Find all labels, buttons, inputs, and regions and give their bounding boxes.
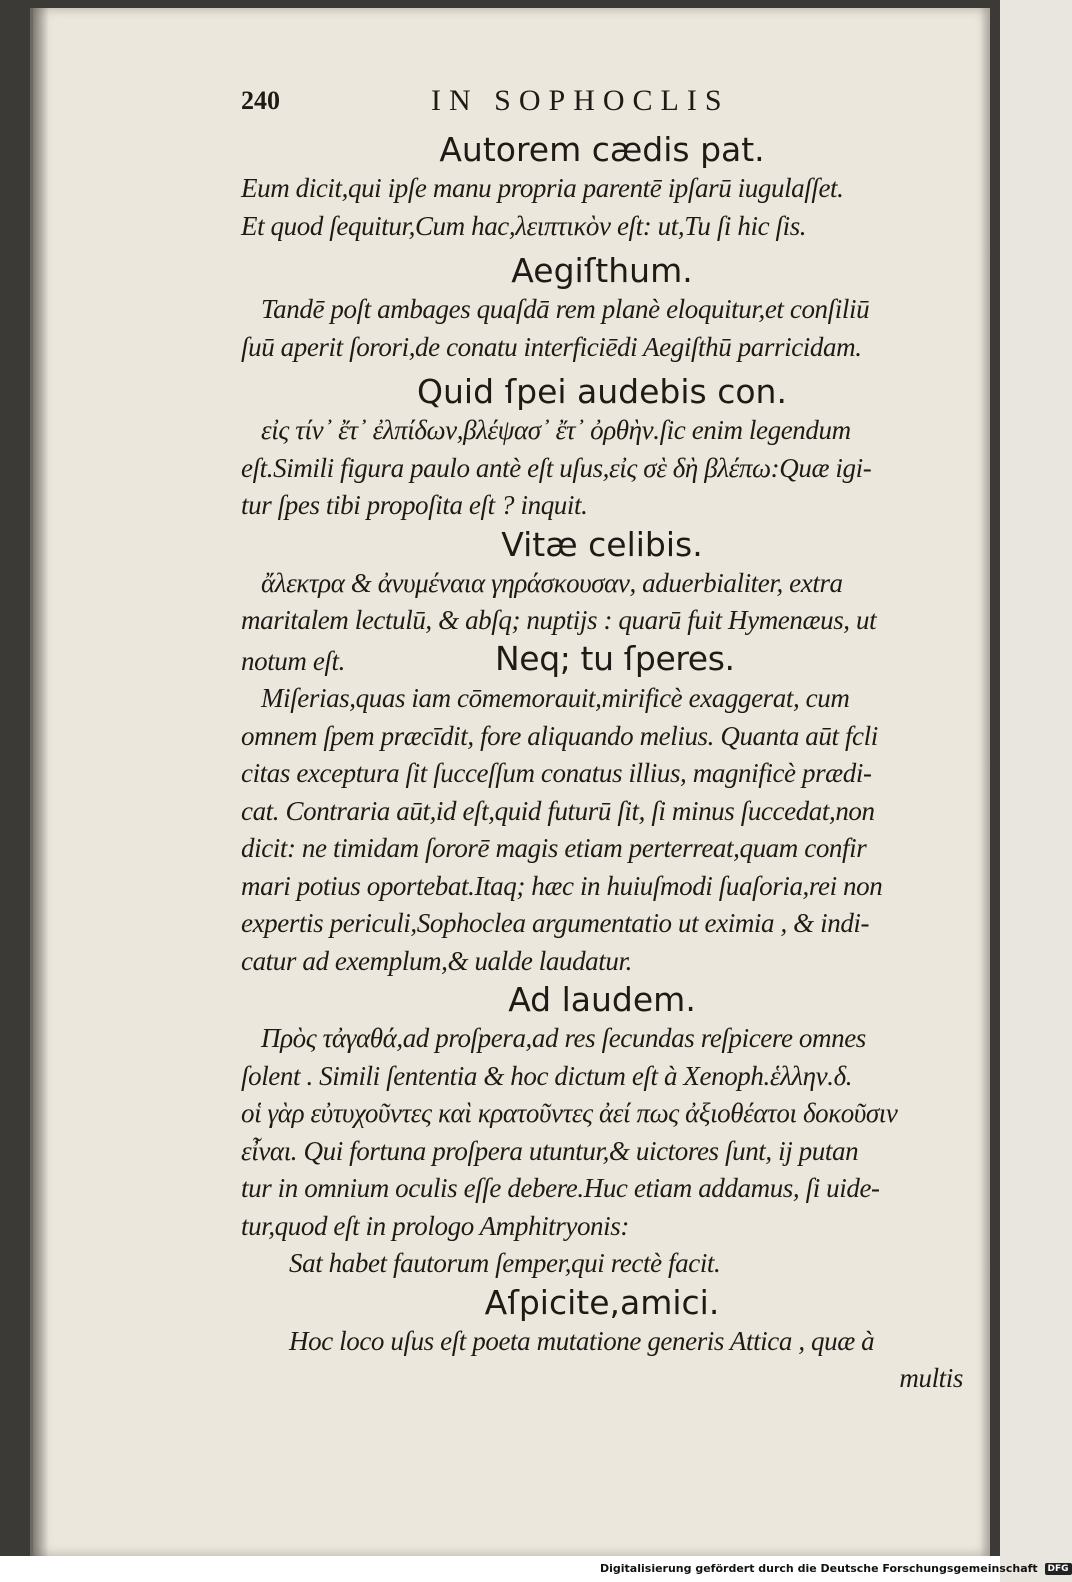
text-line: Πρὸς τἀγαθά,ad proſpera,ad res ſecundas reſpicere omnes [261, 1023, 866, 1053]
text-line-end: notum eſt. [241, 645, 345, 676]
commentary-paragraph [241, 170, 963, 245]
section-heading: Autorem cædis pat. [439, 130, 765, 169]
text-line: tur,quod eſt in prologo Amphitryonis: [241, 1210, 629, 1241]
text-line [241, 640, 963, 681]
commentary-paragraph [241, 680, 963, 980]
commentary-paragraph [241, 1323, 963, 1398]
page-content [241, 78, 963, 1398]
text-line: ſolent . Simili ſententia & hoc dictum eſt à Xenoph.ἑλλην.δ. [241, 1060, 853, 1091]
page-edge [980, 8, 990, 1556]
text-line: οἱ γὰρ εὐτυχοῦντες καὶ κρατοῦντες ἀεί πως ἀξιοθέατοι δοκοῦσιν [241, 1098, 898, 1128]
text-line: dicit: ne timidam ſororē magis etiam perterreat,quam confir [241, 833, 867, 863]
dfg-logo-icon: DFG [1045, 1563, 1072, 1575]
catchword: multis [899, 1363, 963, 1393]
page-number: 240 [241, 86, 280, 115]
commentary-paragraph [241, 1020, 963, 1283]
text-line: tur in omnium oculis eſſe debere.Huc etiam addamus, ſi uide- [241, 1173, 880, 1203]
commentary-paragraph [241, 565, 963, 681]
text-line: expertis periculi,Sophoclea argumentatio ut eximia , & indi- [241, 908, 870, 938]
text-line: mari potius oportebat.Itaq; hæc in huiuſmodi ſuaſoria,rei non [241, 870, 883, 901]
digitization-credit [600, 1562, 1072, 1575]
text-line: ſuū aperit ſorori,de conatu interficiēdi Aegiſthū parricidam. [241, 331, 862, 362]
commentary-paragraph [241, 291, 963, 366]
text-line: omnem ſpem præcīdit, fore aliquando melius. Quanta aūt fcli [241, 720, 878, 751]
section-heading: Aſpicite,amici. [484, 1282, 720, 1322]
book-page [30, 8, 990, 1556]
text-line: Et quod ſequitur,Cum hac,λειπτικὸν eſt: ut,Tu ſi hic ſis. [241, 210, 807, 241]
section-heading: Aegiſthum. [511, 251, 693, 290]
text-line: cat. Contraria aūt,id eſt,quid futurū ſit, ſi minus ſuccedat,non [241, 795, 875, 826]
commentary-paragraph [241, 412, 963, 525]
credit-text: Digitalisierung gefördert durch die Deutsche Forschungsgemeinschaft [600, 1562, 1038, 1575]
text-line: εἰς τίν᾽ ἔτ᾽ ἐλπίδων,βλέψασ᾽ ἔτ᾽ ὀρθὴν.ſic enim legendum [261, 415, 851, 445]
gutter-shadow [33, 8, 49, 1556]
text-line: Hoc loco uſus eſt poeta mutatione generis Attica , quæ à [289, 1325, 875, 1356]
running-head [241, 78, 963, 130]
running-title: IN SOPHOCLIS [431, 84, 730, 117]
verse-quotation: Sat habet fautorum ſemper,qui rectè facit. [289, 1248, 721, 1278]
text-line: maritalem lectulū, & abſq; nuptijs : quarū fuit Hymenæus, ut [241, 605, 877, 635]
text-line: ἄλεκτρα & ἀνυμέναια γηράσκουσαν, aduerbialiter, extra [261, 567, 843, 598]
section-heading: Quid ſpei audebis con. [417, 372, 787, 411]
section-heading: Ad laudem. [508, 980, 696, 1019]
text-line: citas exceptura ſit ſucceſſum conatus illius, magnificè prædi- [241, 758, 872, 788]
text-line: Miſerias,quas iam cōmemorauit,mirificè exaggerat, cum [261, 683, 850, 713]
text-line: Eum dicit,qui ipſe manu propria parentē ipſarū iugulaſſet. [241, 173, 844, 203]
text-line: εἶναι. Qui fortuna proſpera utuntur,& uictores ſunt, ij putan [241, 1135, 859, 1166]
text-line: catur ad exemplum,& ualde laudatur. [241, 945, 632, 976]
text-line: tur ſpes tibi propoſita eſt ? inquit. [241, 490, 588, 520]
section-heading: Neq; tu ſperes. [495, 638, 735, 678]
section-heading: Vitæ celibis. [501, 524, 703, 564]
text-line: eſt.Simili figura paulo antè eſt uſus,εἰς σὲ δὴ βλέπω:Quæ igi- [241, 452, 872, 483]
text-line: Tandē poſt ambages quaſdā rem planè eloquitur,et conſiliū [261, 294, 870, 324]
